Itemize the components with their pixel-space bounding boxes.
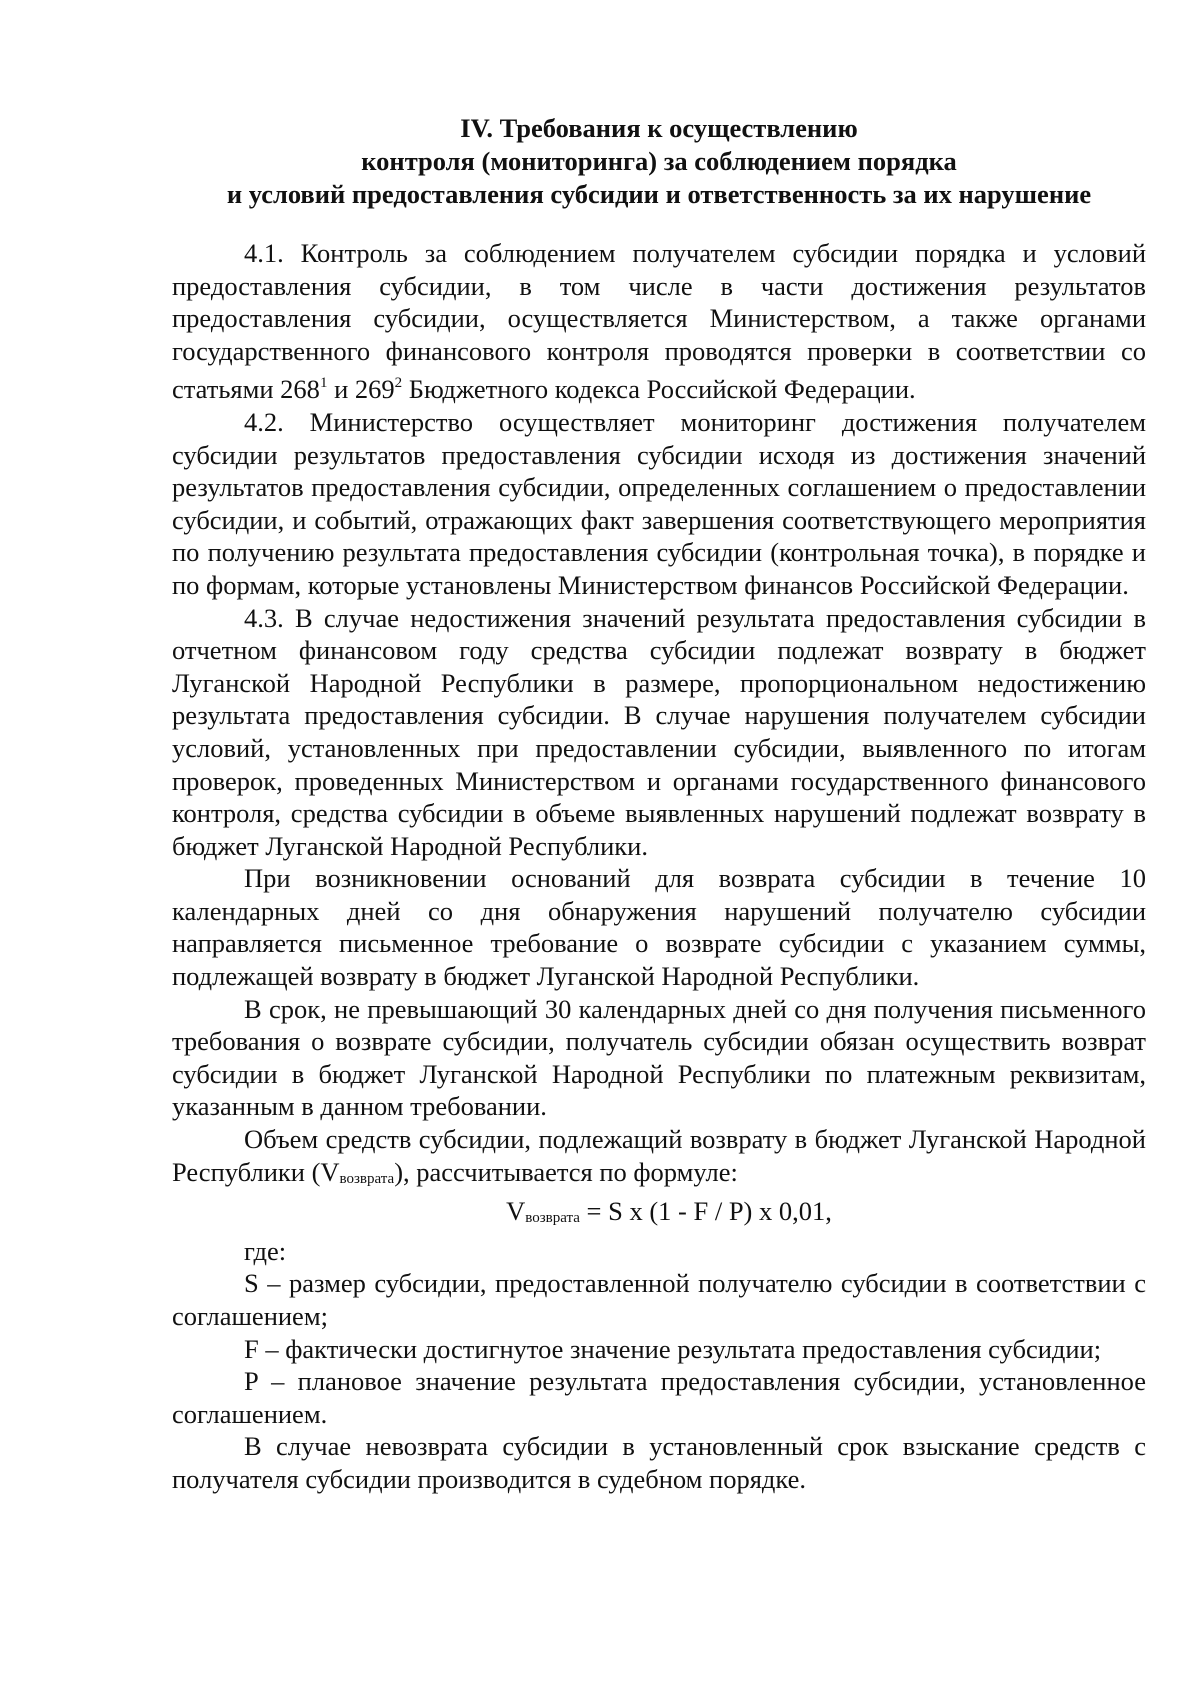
heading-line-3: и условий предоставления субсидии и ответственность за их нарушение [226,179,1092,209]
paragraph-term: В срок, не превышающий 30 календарных дней со дня получения письменного требования о возврате субсидии, получатель субсидии обязан осуществить возврат субсидии в бюджет Луганской Народной Республики по платежным реквизитам, указанным в данном требовании. [172,993,1146,1122]
superscript-1: 1 [319,375,328,392]
formula-subscript: возврата [525,1210,580,1227]
superscript-2: 2 [394,375,403,392]
formula-expression: = S x (1 - F / P) x 0,01, [579,1196,832,1227]
variable-f: F – фактически достигнутое значение результата предоставления субсидии; [244,1333,1102,1364]
document-content [172,112,1146,1496]
paragraph-4-1-text-c: Бюджетного кодекса Российской Федерации. [402,374,916,405]
paragraph-4-1 [172,237,1146,406]
formula [172,1195,1146,1235]
variable-p: P – плановое значение результата предоставления субсидии, установленное соглашением. [172,1366,1146,1429]
section-heading [172,112,1146,211]
paragraph-4-2: 4.2. Министерство осуществляет мониторинг достижения получателем субсидии результатов предоставления субсидии исходя из достижения значений результатов предоставления субсидии, определенных соглашением о предоставлении субсидии, и событий, отражающих факт завершения соответствующего мероприятия по получению результата предоставления субсидии (контрольная точка), в порядке и по формам, которые установлены Министерством финансов Российской Федерации. [172,406,1146,600]
paragraph-grounds: При возникновении оснований для возврата субсидии в течение 10 календарных дней со дня обнаружения нарушений получателю субсидии направляется письменное требование о возврате субсидии с указанием суммы, подлежащей возврату в бюджет Луганской Народной Республики. [172,863,1146,992]
paragraph-volume [172,1123,1146,1195]
subscript-return: возврата [339,1170,395,1187]
paragraph-4-1-text-b: и 269 [327,374,395,405]
variable-s: S – размер субсидии, предоставленной получателю субсидии в соответствии с соглашением; [172,1268,1146,1331]
heading-line-2: контроля (мониторинга) за соблюдением порядка [361,146,957,176]
paragraph-volume-text-b: ), рассчитывается по формуле: [394,1156,738,1187]
where-label: где: [244,1235,287,1266]
heading-line-1: IV. Требования к осуществлению [460,113,858,143]
paragraph-4-1-text-a: 4.1. Контроль за соблюдением получателем субсидии порядка и условий предоставления субсидии, в том числе в части достижения результатов предоставления субсидии, осуществляется Министерством, а также органами государственного финансового контроля проводятся проверки в соответствии со статьями 268 [172,238,1146,405]
formula-v: V [506,1196,526,1227]
paragraph-volume-text-a: Объем средств субсидии, подлежащий возврату в бюджет Луганской Народной Республики (V [172,1124,1146,1187]
paragraph-final: В случае невозврата субсидии в установленный срок взыскание средств с получателя субсидии производится в судебном порядке. [172,1431,1146,1494]
paragraph-4-3: 4.3. В случае недостижения значений результата предоставления субсидии в отчетном финансовом году средства субсидии подлежат возврату в бюджет Луганской Народной Республики в размере, пропорциональном недостижению результата предоставления субсидии. В случае нарушения получателем субсидии условий, установленных при предоставлении субсидии, выявленного по итогам проверок, проведенных Министерством и органами государственного финансового контроля, средства субсидии в объеме выявленных нарушений подлежат возврату в бюджет Луганской Народной Республики. [172,602,1146,861]
